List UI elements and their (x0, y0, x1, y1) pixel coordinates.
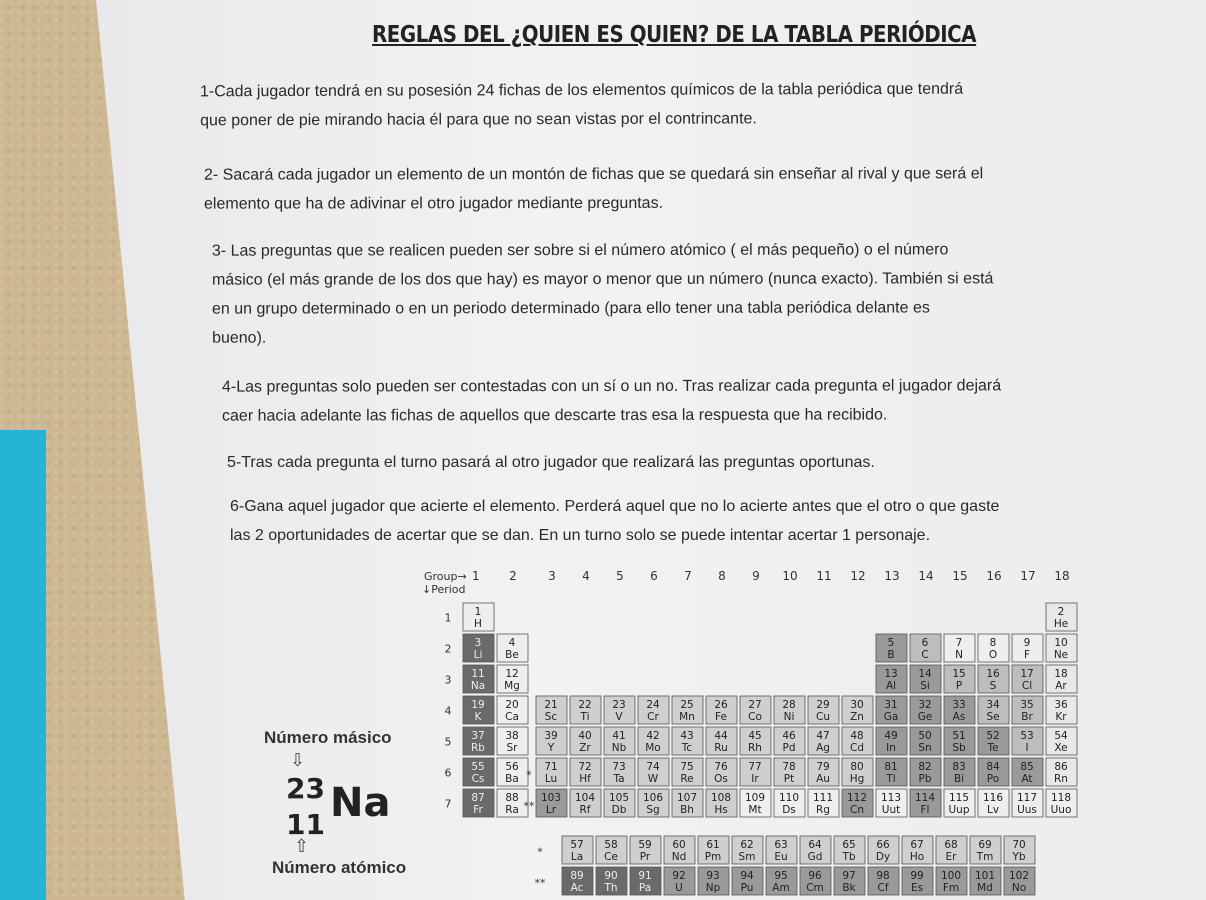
group-number: 7 (684, 569, 692, 583)
element-symbol-text: Nd (671, 851, 687, 863)
atomic-number-text: 33 (952, 699, 966, 711)
atomic-number-text: 110 (778, 792, 800, 804)
lanthanide-row-marker: * (537, 845, 543, 859)
atomic-number-text: 20 (505, 699, 519, 711)
group-header-label: Group→ (424, 570, 467, 583)
group-number: 10 (782, 569, 798, 583)
atomic-number-text: 50 (918, 730, 932, 742)
element-legend (250, 728, 420, 888)
atomic-number-text: 112 (846, 792, 868, 804)
atomic-number-text: 55 (471, 761, 485, 773)
atomic-number-text: 27 (748, 699, 762, 711)
element-symbol-text: Pt (783, 773, 795, 785)
element-symbol-text: Hg (849, 773, 865, 785)
element-symbol-text: La (570, 851, 584, 863)
element-symbol-text: V (615, 711, 623, 723)
atomic-number-text: 115 (948, 792, 970, 804)
element-symbol-text: Ac (570, 882, 584, 894)
element-symbol-text: U (675, 882, 683, 894)
atomic-number-text: 40 (578, 730, 592, 742)
element-symbol-text: Th (604, 882, 618, 894)
atomic-number-text: 4 (508, 637, 516, 649)
atomic-number-text: 43 (680, 730, 694, 742)
element-symbol-text: Mn (679, 711, 695, 723)
atomic-number-text: 31 (884, 699, 898, 711)
element-symbol-text: Gd (807, 851, 823, 863)
element-symbol-text: Am (772, 882, 790, 894)
element-symbol-text: Zr (579, 742, 591, 754)
element-symbol-text: Ir (751, 773, 759, 785)
atomic-number-text: 49 (884, 730, 898, 742)
element-symbol-text: Cr (647, 711, 659, 723)
up-arrow-icon: ⇧ (294, 836, 310, 857)
element-symbol-text: Fr (473, 804, 483, 816)
atomic-number-text: 3 (474, 637, 482, 649)
element-symbol-text: Pr (639, 851, 651, 863)
actinide-row-marker: ** (534, 876, 546, 890)
atomic-number-label: Número atómico (272, 858, 407, 877)
rule-line: 2- Sacará cada jugador un elemento de un montón de fichas que se quedará sin enseñar al rival y que será el (203, 165, 984, 184)
atomic-number-text: 87 (471, 792, 485, 804)
element-symbol-text: Ga (883, 711, 899, 723)
atomic-number-text: 95 (774, 870, 788, 882)
atomic-number-text: 108 (710, 792, 732, 804)
lanthanide-marker: * (526, 768, 532, 782)
element-symbol-text: Ag (816, 742, 830, 754)
element-symbol-text: Mt (748, 804, 762, 816)
atomic-number-text: 113 (880, 792, 902, 804)
atomic-number-text: 38 (505, 730, 519, 742)
group-number: 13 (884, 569, 900, 583)
atomic-number-text: 76 (714, 761, 728, 773)
atomic-number-text: 28 (782, 699, 796, 711)
element-symbol-text: Sn (918, 742, 932, 754)
atomic-number-text: 93 (706, 870, 720, 882)
element-symbol-text: Kr (1055, 711, 1067, 723)
element-symbol-text: Ti (580, 711, 590, 723)
atomic-number-text: 58 (604, 839, 618, 851)
element-symbol-text: Ca (505, 711, 519, 723)
atomic-number-text: 48 (850, 730, 864, 742)
group-number: 14 (918, 569, 934, 583)
atomic-number-text: 77 (748, 761, 762, 773)
mass-number: 23 (286, 772, 325, 805)
atomic-number-text: 80 (850, 761, 864, 773)
element-symbol-text: Fe (715, 711, 727, 723)
element-symbol-text: C (921, 649, 929, 661)
element-symbol-text: Ds (782, 804, 796, 816)
atomic-number-text: 47 (816, 730, 830, 742)
element-symbol-text: At (1021, 773, 1033, 785)
blue-board-edge (0, 430, 46, 900)
atomic-number-text: 73 (612, 761, 626, 773)
atomic-number-text: 78 (782, 761, 796, 773)
element-symbol-text: Fl (920, 804, 930, 816)
period-number: 6 (444, 766, 452, 780)
element-symbol-text: Rh (748, 742, 762, 754)
atomic-number-text: 35 (1020, 699, 1034, 711)
atomic-number-text: 53 (1020, 730, 1034, 742)
atomic-number-text: 117 (1016, 792, 1038, 804)
atomic-number-text: 6 (921, 637, 929, 649)
element-symbol-text: Pu (740, 882, 754, 894)
element-symbol-text: Rb (471, 742, 485, 754)
element-symbol-text: Al (885, 680, 897, 692)
group-number: 4 (582, 569, 590, 583)
atomic-number-text: 88 (505, 792, 519, 804)
atomic-number-text: 30 (850, 699, 864, 711)
element-symbol-text: Bi (953, 773, 965, 785)
element-symbol-text: Cn (850, 804, 864, 816)
atomic-number-text: 1 (474, 606, 482, 618)
atomic-number-text: 111 (812, 792, 834, 804)
element-symbol-text: Rg (816, 804, 830, 816)
atomic-number-text: 25 (680, 699, 694, 711)
atomic-number-text: 89 (570, 870, 584, 882)
element-symbol-text: O (988, 649, 998, 661)
atomic-number-text: 21 (544, 699, 558, 711)
group-number: 11 (816, 569, 832, 583)
atomic-number-text: 16 (986, 668, 1000, 680)
atomic-number-text: 12 (505, 668, 519, 680)
actinide-marker: ** (523, 799, 535, 813)
atomic-number-text: 62 (740, 839, 754, 851)
element-symbol-text: In (886, 742, 896, 754)
element-symbol-text: Po (986, 773, 1000, 785)
atomic-number-text: 14 (918, 668, 932, 680)
atomic-number-text: 105 (608, 792, 630, 804)
element-symbol-text: Es (910, 882, 924, 894)
atomic-number-text: 118 (1050, 792, 1072, 804)
element-symbol-text: Pd (782, 742, 796, 754)
atomic-number-text: 85 (1020, 761, 1034, 773)
atomic-number-text: 92 (672, 870, 686, 882)
atomic-number-text: 61 (706, 839, 720, 851)
period-number: 1 (444, 611, 452, 625)
element-symbol-text: F (1023, 649, 1031, 661)
group-number: 1 (472, 569, 480, 583)
period-number: 4 (444, 704, 452, 718)
document-title: REGLAS DEL ¿QUIEN ES QUIEN? DE LA TABLA PERIÓDICA (372, 22, 977, 48)
atomic-number-text: 64 (808, 839, 822, 851)
element-symbol-text: Re (680, 773, 694, 785)
atomic-number-text: 57 (570, 839, 584, 851)
rule-line: en un grupo determinado o en un periodo determinado (para ello tener una tabla periódica delante es (212, 299, 930, 318)
atomic-number-text: 2 (1057, 606, 1065, 618)
mass-number-label: Número másico (264, 728, 392, 747)
element-symbol-text: Au (816, 773, 830, 785)
element-symbol-text: Dy (875, 851, 891, 863)
element-symbol-text: He (1053, 618, 1069, 630)
atomic-number-text: 70 (1012, 839, 1026, 851)
element-symbol-text: Ba (505, 773, 519, 785)
element-symbol-text: Ne (1053, 649, 1069, 661)
atomic-number-text: 8 (989, 637, 997, 649)
element-symbol-text: Pa (638, 882, 652, 894)
atomic-number-text: 90 (604, 870, 618, 882)
element-symbol-text: Md (977, 882, 993, 894)
atomic-number-text: 101 (974, 870, 996, 882)
element-symbol-text: Cs (471, 773, 485, 785)
atomic-number-text: 11 (471, 668, 485, 680)
rule-line: las 2 oportunidades de acertar que se dan. En un turno solo se puede intentar acertar 1 personaje. (230, 527, 931, 544)
rule-line: másico (el más grande de los dos que hay) es mayor o menor que un número (nunca exacto). También si está (211, 270, 994, 289)
atomic-number-text: 81 (884, 761, 898, 773)
atomic-number-text: 13 (884, 668, 898, 680)
element-symbol-text: I (1025, 742, 1029, 754)
atomic-number-text: 67 (910, 839, 924, 851)
rule-5 (227, 448, 875, 477)
element-symbol-text: Co (748, 711, 762, 723)
element-symbol-text: Uut (881, 804, 901, 816)
element-symbol-text: Rn (1054, 773, 1068, 785)
group-number: 2 (509, 569, 517, 583)
atomic-number-text: 29 (816, 699, 830, 711)
rule-line: que poner de pie mirando hacia él para que no sean vistas por el contrincante. (200, 110, 757, 130)
element-symbol-text: Tl (886, 773, 896, 785)
rule-line: 5-Tras cada pregunta el turno pasará al otro jugador que realizará las preguntas oportunas. (227, 454, 875, 471)
element-symbol-text: Nb (611, 742, 627, 754)
atomic-number-text: 44 (714, 730, 728, 742)
atomic-number-text: 45 (748, 730, 762, 742)
element-symbol-text: Tc (681, 742, 693, 754)
group-number: 17 (1020, 569, 1036, 583)
element-symbol-text: Lu (544, 773, 558, 785)
rule-line: bueno). (212, 329, 267, 347)
rule-6 (230, 492, 999, 550)
element-symbol-text: No (1011, 882, 1027, 894)
rule-line: elemento que ha de adivinar el otro jugador mediante preguntas. (204, 194, 664, 213)
group-number: 15 (952, 569, 968, 583)
rule-line: 3- Las preguntas que se realicen pueden ser sobre si el número atómico ( el más pequeño) o el número (211, 241, 949, 260)
atomic-number-text: 109 (744, 792, 766, 804)
element-symbol-text: Si (920, 680, 930, 692)
atomic-number-text: 54 (1054, 730, 1068, 742)
element-symbol-text: Bh (680, 804, 694, 816)
element-symbol-text: Sg (646, 804, 660, 816)
element-symbol-text: H (474, 618, 482, 630)
period-number: 2 (444, 642, 452, 656)
element-symbol-text: Np (705, 882, 721, 894)
atomic-number-text: 26 (714, 699, 728, 711)
element-symbol-text: Cf (877, 882, 889, 894)
element-symbol-text: Hs (714, 804, 728, 816)
element-symbol-text: Mg (504, 680, 520, 692)
atomic-number-text: 24 (646, 699, 660, 711)
atomic-number-text: 106 (642, 792, 664, 804)
element-symbol-text: Ar (1055, 680, 1067, 692)
element-symbol-text: Eu (774, 851, 788, 863)
element-symbol-text: Ra (505, 804, 519, 816)
element-symbol-text: S (989, 680, 997, 692)
element-symbol-text: Cd (850, 742, 864, 754)
atomic-number-text: 96 (808, 870, 822, 882)
atomic-number-text: 66 (876, 839, 890, 851)
element-symbol-text: Se (986, 711, 1000, 723)
atomic-number-text: 79 (816, 761, 830, 773)
element-symbol-text: Sm (738, 851, 756, 863)
element-symbol-text: Fm (942, 882, 960, 894)
atomic-number-text: 9 (1023, 637, 1031, 649)
rule-line: 1-Cada jugador tendrá en su posesión 24 fichas de los elementos químicos de la tabla periódica que tendrá (199, 80, 964, 101)
atomic-number-text: 82 (918, 761, 932, 773)
atomic-number-text: 75 (680, 761, 694, 773)
atomic-number-text: 37 (471, 730, 485, 742)
down-arrow-icon: ⇩ (290, 750, 306, 771)
atomic-number-text: 18 (1054, 668, 1068, 680)
element-symbol-text: Cu (816, 711, 830, 723)
element-symbol-text: Lr (545, 804, 557, 816)
atomic-number-text: 51 (952, 730, 966, 742)
element-symbol-text: Be (505, 649, 519, 661)
atomic-number-text: 46 (782, 730, 796, 742)
atomic-number-text: 32 (918, 699, 932, 711)
element-symbol-text: Ge (917, 711, 933, 723)
element-symbol-text: Sr (506, 742, 518, 754)
atomic-number-text: 83 (952, 761, 966, 773)
atomic-number-text: 114 (914, 792, 936, 804)
atomic-number-text: 72 (578, 761, 592, 773)
element-symbol-text: Os (714, 773, 728, 785)
element-symbol-text: Er (945, 851, 957, 863)
atomic-number-text: 74 (646, 761, 660, 773)
atomic-number-text: 97 (842, 870, 856, 882)
atomic-number-text: 59 (638, 839, 652, 851)
rule-2 (204, 159, 983, 218)
atomic-number-text: 41 (612, 730, 626, 742)
element-symbol-text: Bk (842, 882, 856, 894)
atomic-number-text: 91 (638, 870, 652, 882)
element-symbol-text: W (647, 773, 659, 785)
atomic-number-text: 107 (676, 792, 698, 804)
element-symbol-text: K (474, 711, 482, 723)
element-symbol-text: Ru (714, 742, 728, 754)
element-symbol-text: Pb (918, 773, 932, 785)
group-number: 18 (1054, 569, 1070, 583)
atomic-number-text: 65 (842, 839, 856, 851)
atomic-number-text: 34 (986, 699, 1000, 711)
element-symbol-text: Yb (1012, 851, 1026, 863)
atomic-number-text: 22 (578, 699, 592, 711)
rule-line: 6-Gana aquel jugador que acierte el elemento. Perderá aquel que no lo acierte antes que el otro o que gaste (230, 498, 1000, 515)
element-symbol-text: N (955, 649, 963, 661)
period-number: 3 (444, 673, 452, 687)
element-symbol-text: Sb (952, 742, 966, 754)
group-number: 8 (718, 569, 726, 583)
element-symbol-text: Uuo (1050, 804, 1072, 816)
periodic-table (420, 566, 1100, 894)
atomic-number-text: 102 (1008, 870, 1030, 882)
period-number: 5 (444, 735, 452, 749)
atomic-number-text: 69 (978, 839, 992, 851)
atomic-number-text: 100 (940, 870, 962, 882)
atomic-number-text: 104 (574, 792, 596, 804)
atomic-number-text: 56 (505, 761, 519, 773)
period-number: 7 (444, 797, 452, 811)
element-symbol-text: Ni (783, 711, 795, 723)
atomic-number-text: 60 (672, 839, 686, 851)
element-symbol-text: Cl (1021, 680, 1033, 692)
element-symbol-text: Br (1021, 711, 1033, 723)
rule-line: caer hacia adelante las fichas de aquellos que descarte tras esa la respuesta que ha recibido. (222, 406, 888, 425)
element-symbol-text: Tb (842, 851, 856, 863)
group-number: 12 (850, 569, 866, 583)
element-symbol-text: Hf (579, 773, 591, 785)
element-symbol-text: Sc (544, 711, 558, 723)
atomic-number-text: 116 (982, 792, 1004, 804)
atomic-number-text: 5 (887, 637, 895, 649)
atomic-number-text: 99 (910, 870, 924, 882)
element-symbol-text: Te (987, 742, 999, 754)
rule-line: 4-Las preguntas solo pueden ser contestadas con un sí o un no. Tras realizar cada pregunta el jugador dejará (221, 377, 1002, 396)
atomic-number-text: 103 (540, 792, 562, 804)
atomic-number-text: 52 (986, 730, 1000, 742)
atomic-number-text: 7 (955, 637, 963, 649)
atomic-number-text: 10 (1054, 637, 1068, 649)
atomic-number-text: 71 (544, 761, 558, 773)
element-symbol-text: Ho (909, 851, 925, 863)
element-symbol-text: P (955, 680, 963, 692)
atomic-number-text: 39 (544, 730, 558, 742)
element-symbol-text: Uus (1017, 804, 1037, 816)
group-number: 9 (752, 569, 760, 583)
element-symbol-text: Pm (704, 851, 722, 863)
element-symbol-text: Rf (579, 804, 591, 816)
atomic-number-text: 86 (1054, 761, 1068, 773)
element-symbol: Na (330, 780, 391, 826)
element-symbol-text: Lv (986, 804, 1000, 816)
element-symbol-text: Mo (645, 742, 661, 754)
element-symbol-text: Xe (1054, 742, 1068, 754)
group-number: 3 (548, 569, 556, 583)
rule-3 (212, 235, 994, 352)
element-symbol-text: Db (611, 804, 627, 816)
atomic-number-text: 17 (1020, 668, 1034, 680)
atomic-number-text: 68 (944, 839, 958, 851)
element-symbol-text: Cm (806, 882, 824, 894)
element-symbol-text: Zn (850, 711, 864, 723)
atomic-number-text: 63 (774, 839, 788, 851)
element-symbol-text: Tm (976, 851, 994, 863)
element-symbol-text: Na (470, 680, 486, 692)
element-symbol-text: Ta (613, 773, 625, 785)
atomic-number-text: 36 (1054, 699, 1068, 711)
rule-4 (222, 371, 1001, 430)
atomic-number-text: 94 (740, 870, 754, 882)
atomic-number-text: 84 (986, 761, 1000, 773)
period-header-label: ↓Period (422, 583, 466, 596)
periodic-table-svg (420, 566, 1100, 894)
element-symbol-text: As (952, 711, 966, 723)
group-number: 5 (616, 569, 624, 583)
atomic-number-text: 19 (471, 699, 485, 711)
rule-1 (200, 75, 963, 136)
atomic-number-text: 15 (952, 668, 966, 680)
group-number: 16 (986, 569, 1002, 583)
element-symbol-text: Y (547, 742, 555, 754)
element-symbol-text: Uup (948, 804, 970, 816)
group-number: 6 (650, 569, 658, 583)
atomic-number-text: 23 (612, 699, 626, 711)
element-symbol-text: Ce (604, 851, 618, 863)
element-symbol-text: B (887, 649, 895, 661)
atomic-number: 11 (286, 808, 325, 841)
element-symbol-text: Li (473, 649, 483, 661)
atomic-number-text: 98 (876, 870, 890, 882)
atomic-number-text: 42 (646, 730, 660, 742)
